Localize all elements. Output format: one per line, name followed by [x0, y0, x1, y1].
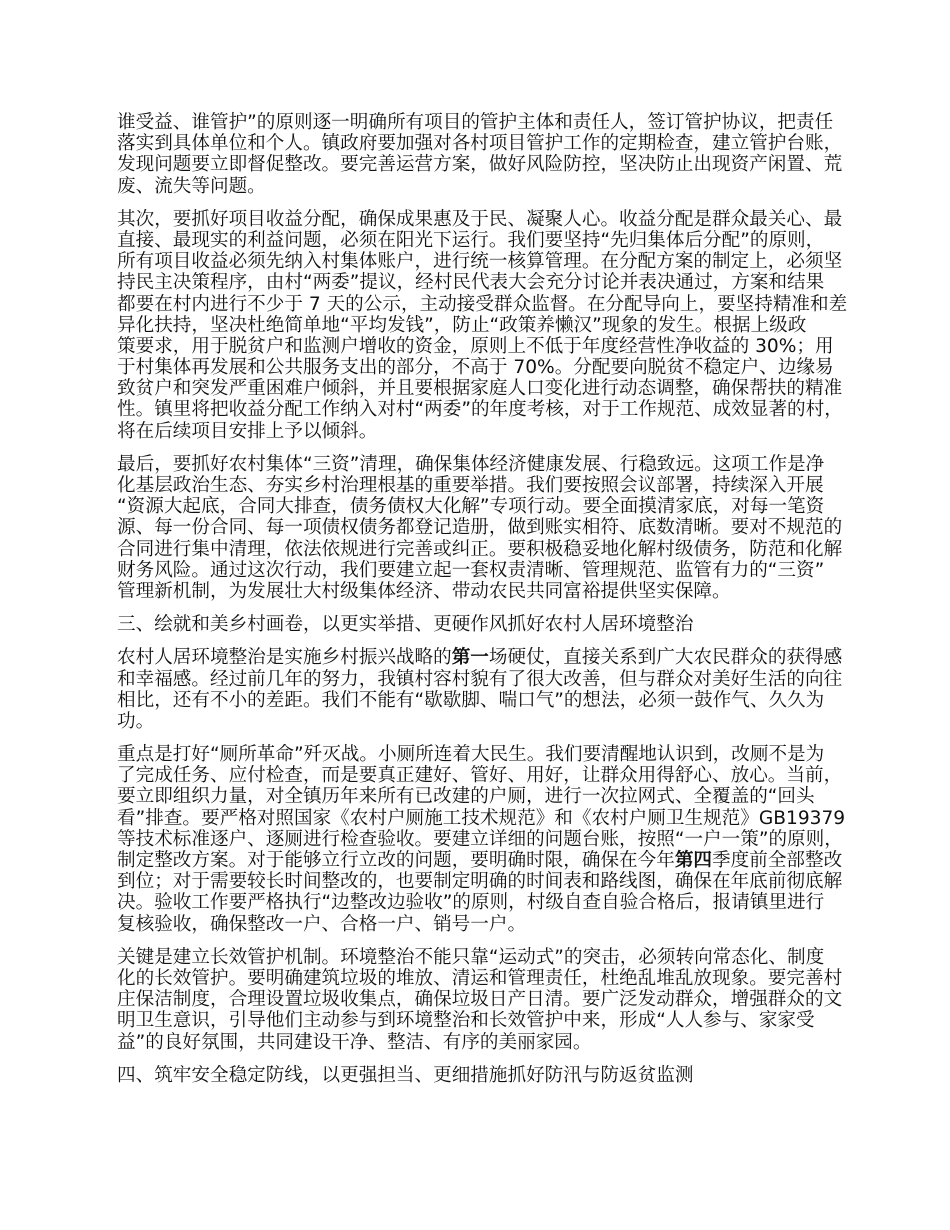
text-line: 到位；对于需要较长时间整改的，也要制定明确的时间表和路线图，确保在年底前彻底解 [117, 871, 843, 893]
text-line: 明卫生意识，引导他们主动参与到环境整治和长效管护中来，形成“人人参与、家家受 [117, 1010, 815, 1032]
text-segment: 季度前全部整改 [712, 850, 843, 871]
text-segment: 农村人居环境整治是实施乡村振兴战略的 [117, 647, 452, 669]
text-line: 关键是建立长效管护机制。环境整治不能只靠“运动式”的突击，必须转向常态化、制度 [117, 946, 825, 968]
text-line: 看”排查。要严格对照国家《农村户厕施工技术规范》和《农村户厕卫生规范》GB19379 [117, 807, 846, 829]
text-line: 化基层政治生态、夯实乡村治理根基的重要举措。我们要按照会议部署，持续深入开展 [117, 475, 824, 496]
text-line: 策要求，用于脱贫户和监测户增收的资金，原则上不低于年度经营性净收益的 30%；用 [117, 335, 834, 357]
text-line: “资源大起底，合同大排查，债务债权大化解”专项行动。要全面摸清家底，对每一笔资 [117, 496, 825, 518]
text-line: 要立即组织力量，对全镇历年来所有已改建的户厕，进行一次拉网式、全覆盖的“回头 [117, 786, 815, 808]
text-line: 持民主决策程序，由村“两委”提议，经村民代表大会充分讨论并表决通过，方案和结果 [117, 272, 825, 294]
text-segment: 场硬仗，直接关系到广大农民群众的获得感 [488, 647, 843, 669]
text-line: 落实到具体单位和个人。镇政府要加强对各村项目管护工作的定期检查，建立管护台账， [117, 133, 843, 155]
text-line: 复核验收，确保整改一户、合格一户、销号一户。 [117, 913, 527, 935]
paragraph [117, 947, 857, 1053]
text-line: 益”的良好氛围，共同建设干净、整洁、有序的美丽家园。 [117, 1031, 592, 1053]
text-line: 了完成任务、应付检查，而是要真正建好、管好、用好，让群众用得舒心、放心。当前， [117, 765, 843, 787]
text-line: 都要在村内进行不少于 7 天的公示，主动接受群众监督。在分配导向上，要坚持精准和差 [117, 293, 848, 315]
text-line: 将在后续项目安排上予以倾斜。 [117, 420, 378, 442]
text-line: 最后，要抓好农村集体“三资”清理，确保集体经济健康发展、行稳致远。这项工作是净 [117, 453, 825, 475]
text-line: 等技术标准逐户、逐厕进行检查验收。要建立详细的问题台账，按照“一户一策”的原则， [117, 828, 843, 850]
text-line: 化的长效管护。要明确建筑垃圾的堆放、清运和管理责任，杜绝乱堆乱放现象。要完善村 [117, 967, 843, 989]
bold-text: 第四 [674, 850, 713, 871]
text-line: 异化扶持，坚决杜绝简单地“平均发钱”，防止“政策养懒汉”现象的发生。根据上级政 [117, 314, 807, 336]
text-line: 性。镇里将把收益分配工作纳入对村“两委”的年度考核，对于工作规范、成效显著的村， [117, 399, 843, 421]
text-line: 致贫户和突发严重困难户倾斜，并且要根据家庭人口变化进行动态调整，确保帮扶的精准 [117, 378, 843, 400]
text-line: 废、流失等问题。 [117, 175, 266, 197]
text-line: 四、筑牢安全稳定防线，以更强担当、更细措施抓好防汛与防返贫监测 [117, 1064, 694, 1086]
text-line: 其次，要抓好项目收益分配，确保成果惠及于民、凝聚人心。收益分配是群众最关心、最 [117, 208, 843, 230]
text-line: 发现问题要立即督促整改。要完善运营方案，做好风险防控，坚决防止出现资产闲置、荒 [117, 154, 843, 176]
paragraph [117, 209, 857, 442]
text-line: 合同进行集中清理，依法依规进行完善或纠正。要积极稳妥地化解村级债务，防范和化解 [117, 538, 843, 560]
text-line: 庄保洁制度，合理设置垃圾收集点，确保垃圾日产日清。要广泛发动群众，增强群众的文 [117, 989, 843, 1011]
text-line: 财务风险。通过这次行动，我们要建立起一套权责清晰、管理规范、监管有力的“三资” [117, 559, 825, 581]
paragraph [117, 454, 857, 602]
section-heading [117, 1065, 857, 1086]
text-line: 所有项目收益必须先纳入村集体账户，进行统一核算管理。在分配方案的制定上，必须坚 [117, 251, 843, 273]
text-line [117, 647, 857, 668]
bold-text: 第一 [451, 647, 489, 669]
text-line: 于村集体再发展和公共服务支出的部分，不高于 70%。分配要向脱贫不稳定户、边缘易 [117, 357, 834, 379]
text-line: 管理新机制，为发展壮大村级集体经济、带动农民共同富裕提供坚实保障。 [117, 580, 731, 602]
paragraph [117, 744, 857, 935]
text-line: 和幸福感。经过前几年的努力，我镇村容村貌有了很大改善，但与群众对美好生活的向往 [117, 668, 843, 690]
text-line: 相比，还有不小的差距。我们不能有“歇歇脚、喘口气”的想法，必须一鼓作气、久久为 [117, 689, 825, 711]
document-body [117, 112, 857, 1098]
text-line: 谁受益、谁管护”的原则逐一明确所有项目的管护主体和责任人，签订管护协议，把责任 [117, 112, 834, 133]
text-line: 三、绘就和美乡村画卷，以更实举措、更硬作风抓好农村人居环境整治 [117, 614, 694, 636]
text-line: 直接、最现实的利益问题，必须在阳光下运行。我们要坚持“先归集体后分配”的原则， [117, 229, 825, 251]
text-line: 重点是打好“厕所革命”歼灭战。小厕所连着大民生。我们要清醒地认识到，改厕不是为 [117, 744, 825, 766]
text-line [117, 850, 857, 871]
section-heading [117, 614, 857, 635]
text-segment: 制定整改方案。对于能够立行立改的问题，要明确时限，确保在今年 [117, 850, 675, 871]
text-line: 功。 [117, 710, 155, 732]
text-line: 决。验收工作要严格执行“边整改边验收”的原则，村级自查自验合格后，报请镇里进行 [117, 892, 825, 914]
paragraph [117, 647, 857, 732]
text-line: 源、每一份合同、每一项债权债务都登记造册，做到账实相符、底数清晰。要对不规范的 [117, 517, 843, 539]
paragraph [117, 112, 857, 197]
